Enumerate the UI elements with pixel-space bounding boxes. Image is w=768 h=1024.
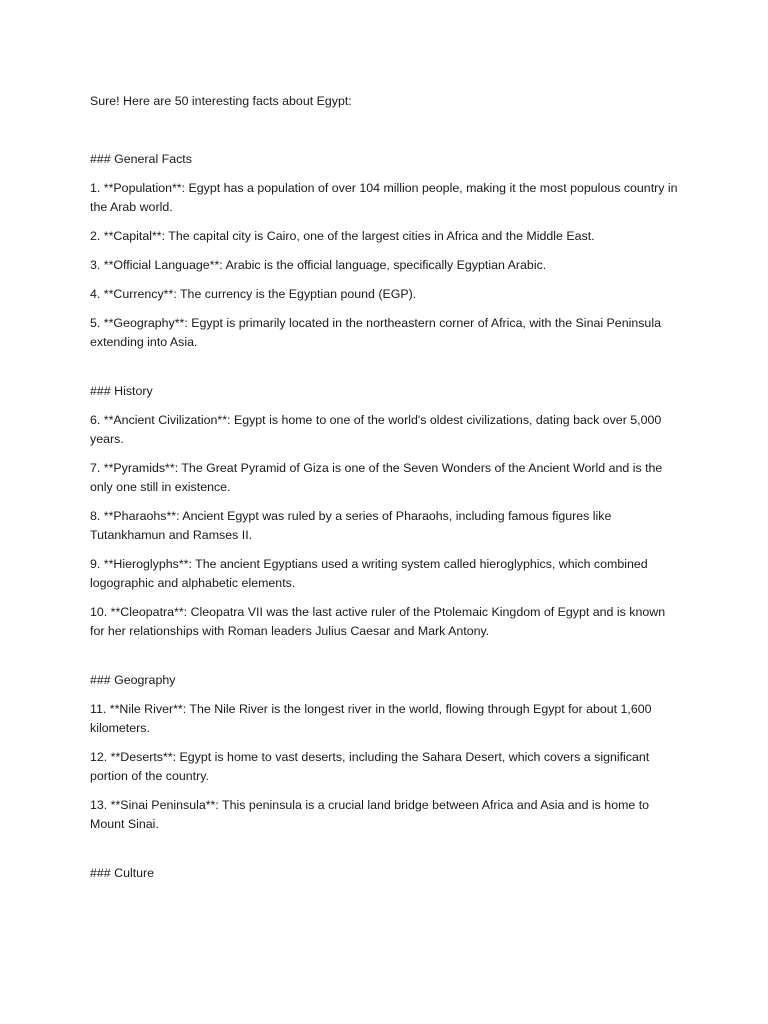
list-item: 6. **Ancient Civilization**: Egypt is home to one of the world's oldest civilizations, dating back over 5,000 years. <box>90 413 662 446</box>
section-spacer <box>90 844 682 864</box>
list-item: 8. **Pharaohs**: Ancient Egypt was ruled by a series of Pharaohs, including famous figures like Tutankhamun and Ramses II. <box>90 509 612 542</box>
list-item: 11. **Nile River**: The Nile River is the longest river in the world, flowing through Egypt for about 1,600 kilometers. <box>90 702 652 735</box>
list-item: 2. **Capital**: The capital city is Cairo, one of the largest cities in Africa and the Middle East. <box>90 229 595 243</box>
list-item: 10. **Cleopatra**: Cleopatra VII was the last active ruler of the Ptolemaic Kingdom of Egypt and is known for her relationships with Roman leaders Julius Caesar and Mark Antony. <box>90 605 666 638</box>
document-body <box>90 92 682 893</box>
section-heading: ### History <box>90 384 153 398</box>
section-geography <box>90 671 682 834</box>
section-spacer <box>90 362 682 382</box>
list-item: 3. **Official Language**: Arabic is the official language, specifically Egyptian Arabic. <box>90 258 547 272</box>
list-item: 9. **Hieroglyphs**: The ancient Egyptians used a writing system called hieroglyphics, which combined logographic and alphabetic elements. <box>90 557 648 590</box>
list-item: 7. **Pyramids**: The Great Pyramid of Giza is one of the Seven Wonders of the Ancient World and is the only one still in existence. <box>90 461 663 494</box>
section-heading: ### General Facts <box>90 152 192 166</box>
list-item: 1. **Population**: Egypt has a population of over 104 million people, making it the most populous country in the Arab world. <box>90 181 678 214</box>
intro-paragraph: Sure! Here are 50 interesting facts about Egypt: <box>90 94 352 108</box>
section-history <box>90 382 682 641</box>
list-item: 5. **Geography**: Egypt is primarily located in the northeastern corner of Africa, with the Sinai Peninsula extending into Asia. <box>90 316 661 349</box>
list-item: 12. **Deserts**: Egypt is home to vast deserts, including the Sahara Desert, which covers a significant portion of the country. <box>90 750 650 783</box>
section-heading: ### Geography <box>90 673 176 687</box>
section-culture <box>90 864 682 883</box>
section-spacer <box>90 651 682 671</box>
section-general-facts <box>90 150 682 352</box>
list-item: 4. **Currency**: The currency is the Egyptian pound (EGP). <box>90 287 417 301</box>
section-heading: ### Culture <box>90 866 155 880</box>
list-item: 13. **Sinai Peninsula**: This peninsula is a crucial land bridge between Africa and Asia and is home to Mount Sinai. <box>90 798 650 831</box>
